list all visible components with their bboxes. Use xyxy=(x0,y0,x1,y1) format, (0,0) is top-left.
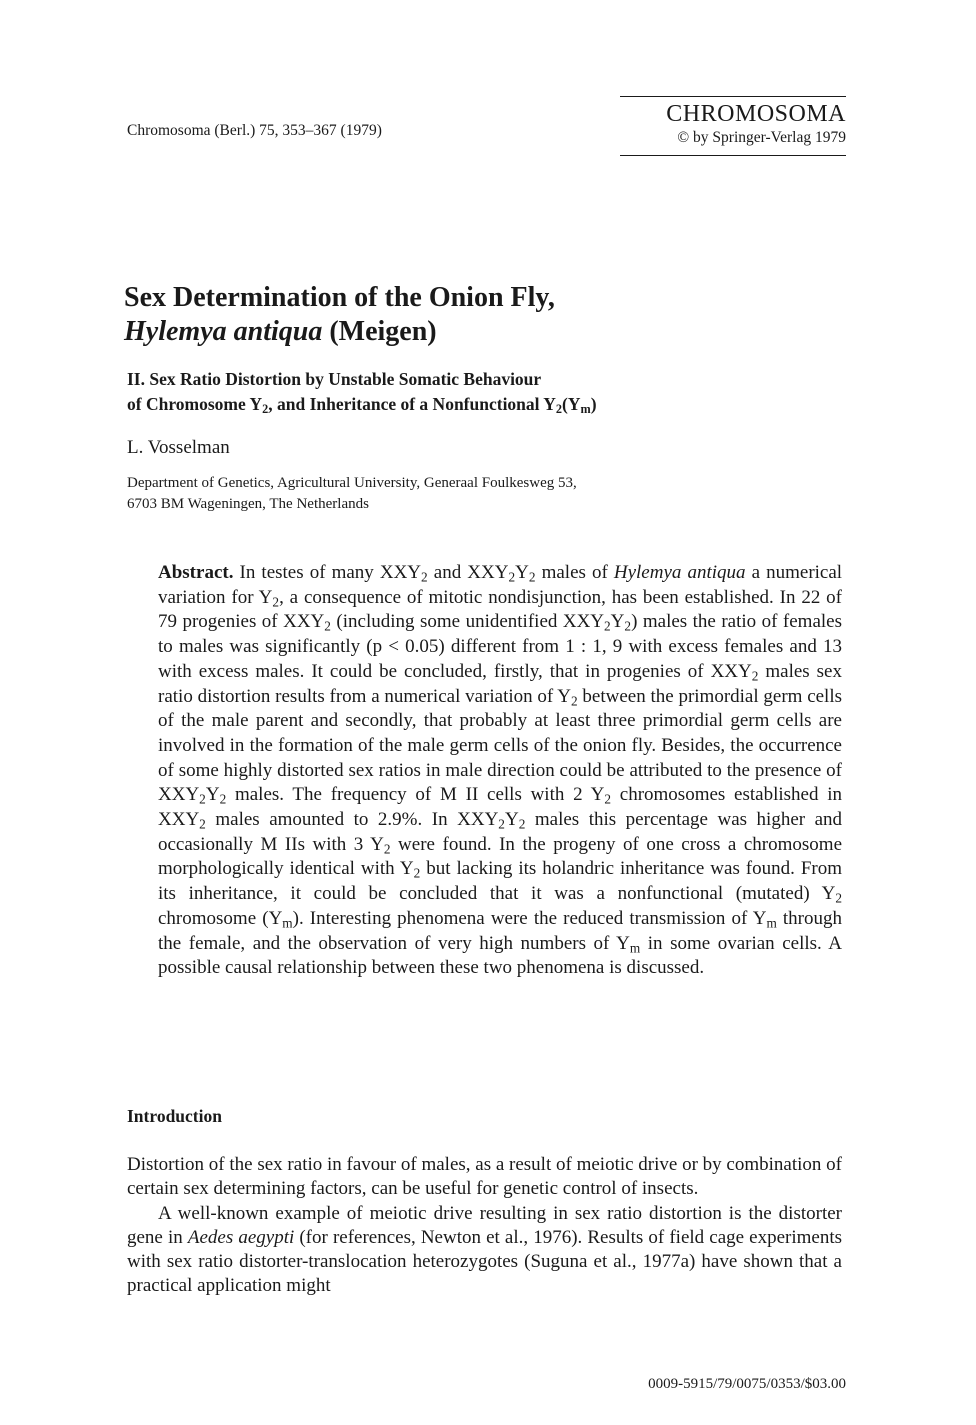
subtitle-text: of Chromosome Y xyxy=(127,394,263,414)
abstract-text: ) males the ratio of females to males was significantly (p < 0.05) different from 1 : 1, 9 with excess females and 13 with excess males. It could be concluded, firstly, that in progenies of XXY xyxy=(158,611,842,682)
subscript: m xyxy=(282,915,293,931)
subscript: 2 xyxy=(498,816,505,832)
abstract-label: Abstract. xyxy=(158,562,234,583)
abstract-text: between the primordial germ cells of the male parent and secondly, that probably at least three primordial germ cells are involved in the formation of the male germ cells of the onion fly. Besides, the occurrence of some highly distorted sex ratios in male direction could be attributed to the presence of XXY xyxy=(158,685,843,806)
subscript: 2 xyxy=(624,618,632,634)
abstract-text: ). Interesting phenomena were the reduced transmission of Y xyxy=(292,907,767,929)
subscript: 2 xyxy=(751,668,759,684)
journal-citation: Chromosoma (Berl.) 75, 353–367 (1979) xyxy=(127,122,382,139)
abstract-text: a numerical variation for Y xyxy=(158,562,843,608)
subscript: 2 xyxy=(555,402,563,417)
subscript: m xyxy=(766,915,777,931)
journal-name: CHROMOSOMA xyxy=(666,101,846,127)
abstract-text: in some ovarian cells. A possible causal relationship between these two phenomena is discussed. xyxy=(158,932,842,979)
subscript: 2 xyxy=(835,890,842,906)
subscript: 2 xyxy=(571,692,578,708)
paragraph: Distortion of the sex ratio in favour of males, as a result of meiotic drive or by combination of certain sex determining factors, can be useful for genetic control of insects. xyxy=(127,1154,842,1200)
subtitle-line-1: II. Sex Ratio Distortion by Unstable Somatic Behaviour xyxy=(127,369,542,389)
abstract-text: were found. In the progeny of one cross a chromosome morphologically identical with Y xyxy=(158,833,842,880)
abstract-text: chromosomes established in XXY xyxy=(158,784,842,831)
abstract-text: (including some unidentified XXY xyxy=(336,611,605,633)
author-affiliation xyxy=(127,473,577,515)
subscript: 2 xyxy=(219,791,227,807)
subtitle-line-2 xyxy=(127,392,597,417)
title-author-citation: (Meigen) xyxy=(329,316,437,347)
subscript: m xyxy=(629,939,641,955)
abstract-text: Y xyxy=(504,809,519,831)
article-code: 0009-5915/79/0075/0353/$03.00 xyxy=(648,1376,846,1392)
subscript: 2 xyxy=(604,791,612,807)
abstract-text: In testes of many XXY xyxy=(239,562,422,583)
abstract-text: males amounted to 2.9%. In XXY xyxy=(215,809,499,831)
subtitle-text: ) xyxy=(590,394,597,414)
abstract-text: through the female, and the observation of very high numbers of Y xyxy=(158,907,842,954)
author-name: L. Vosselman xyxy=(127,437,230,458)
subscript: 2 xyxy=(604,618,611,634)
paper-title xyxy=(124,281,555,349)
paragraph-text: (for references, Newton et al., 1976). Results of field cage experiments with sex ratio distorter-translocation heterozygotes (Suguna et al., 1977a) have shown that a practical application might xyxy=(127,1226,843,1297)
paper-subtitle xyxy=(127,367,597,417)
abstract-text: males of xyxy=(541,562,608,583)
abstract-text: and XXY xyxy=(433,562,509,583)
subscript: 2 xyxy=(199,816,206,832)
abstract-text: chromosome (Y xyxy=(158,907,283,929)
abstract-text: Y xyxy=(205,784,220,806)
subscript: 2 xyxy=(518,816,526,832)
species-name: Aedes aegypti xyxy=(187,1226,295,1248)
subscript: 2 xyxy=(262,402,269,417)
title-line-2 xyxy=(124,315,555,349)
subscript: 2 xyxy=(421,569,428,585)
subscript: 2 xyxy=(324,618,331,634)
subscript: 2 xyxy=(528,569,536,585)
paragraph-text: A well-known example of meiotic drive resulting in sex ratio distortion is the distorter gene in xyxy=(127,1202,842,1248)
paragraph xyxy=(127,1202,842,1299)
abstract-text: but lacking its holandric inheritance was found. From its inheritance, it could be concluded that it was a nonfunctional (mutated) Y xyxy=(158,858,843,905)
abstract-text: males. The frequency of M II cells with 2 Y xyxy=(234,784,605,806)
abstract-text: males this percentage was higher and occasionally M IIs with 3 Y xyxy=(158,809,843,855)
subscript: 2 xyxy=(508,569,516,585)
title-species: Hylemya antiqua xyxy=(124,316,323,347)
abstract-text: Y xyxy=(610,611,625,633)
masthead-top-rule xyxy=(620,96,846,97)
subscript: 2 xyxy=(272,594,280,610)
affiliation-line-1: Department of Genetics, Agricultural University, Generaal Foulkesweg 53, xyxy=(127,475,577,491)
affiliation-line-2: 6703 BM Wageningen, The Netherlands xyxy=(127,496,369,512)
journal-masthead xyxy=(620,96,846,156)
subscript: 2 xyxy=(383,841,391,857)
abstract-text: males sex ratio distortion results from a numerical variation of Y xyxy=(158,660,842,707)
subtitle-text: (Y xyxy=(562,394,581,414)
abstract xyxy=(158,561,842,981)
subscript: 2 xyxy=(413,865,421,881)
abstract-text: , a consequence of mitotic nondisjunction, has been established. In 22 of 79 progenies of XXY xyxy=(158,586,842,633)
subscript: 2 xyxy=(199,791,206,807)
subtitle-text: , and Inheritance of a Nonfunctional Y xyxy=(268,394,556,414)
masthead-bottom-rule xyxy=(620,155,846,156)
subscript: m xyxy=(580,402,591,417)
section-heading-introduction: Introduction xyxy=(127,1106,222,1126)
species-name: Hylemya antiqua xyxy=(613,562,746,583)
title-line-1: Sex Determination of the Onion Fly, xyxy=(124,282,555,313)
copyright-notice: © by Springer-Verlag 1979 xyxy=(677,129,846,146)
introduction-body xyxy=(127,1153,842,1299)
abstract-text: Y xyxy=(515,562,529,583)
